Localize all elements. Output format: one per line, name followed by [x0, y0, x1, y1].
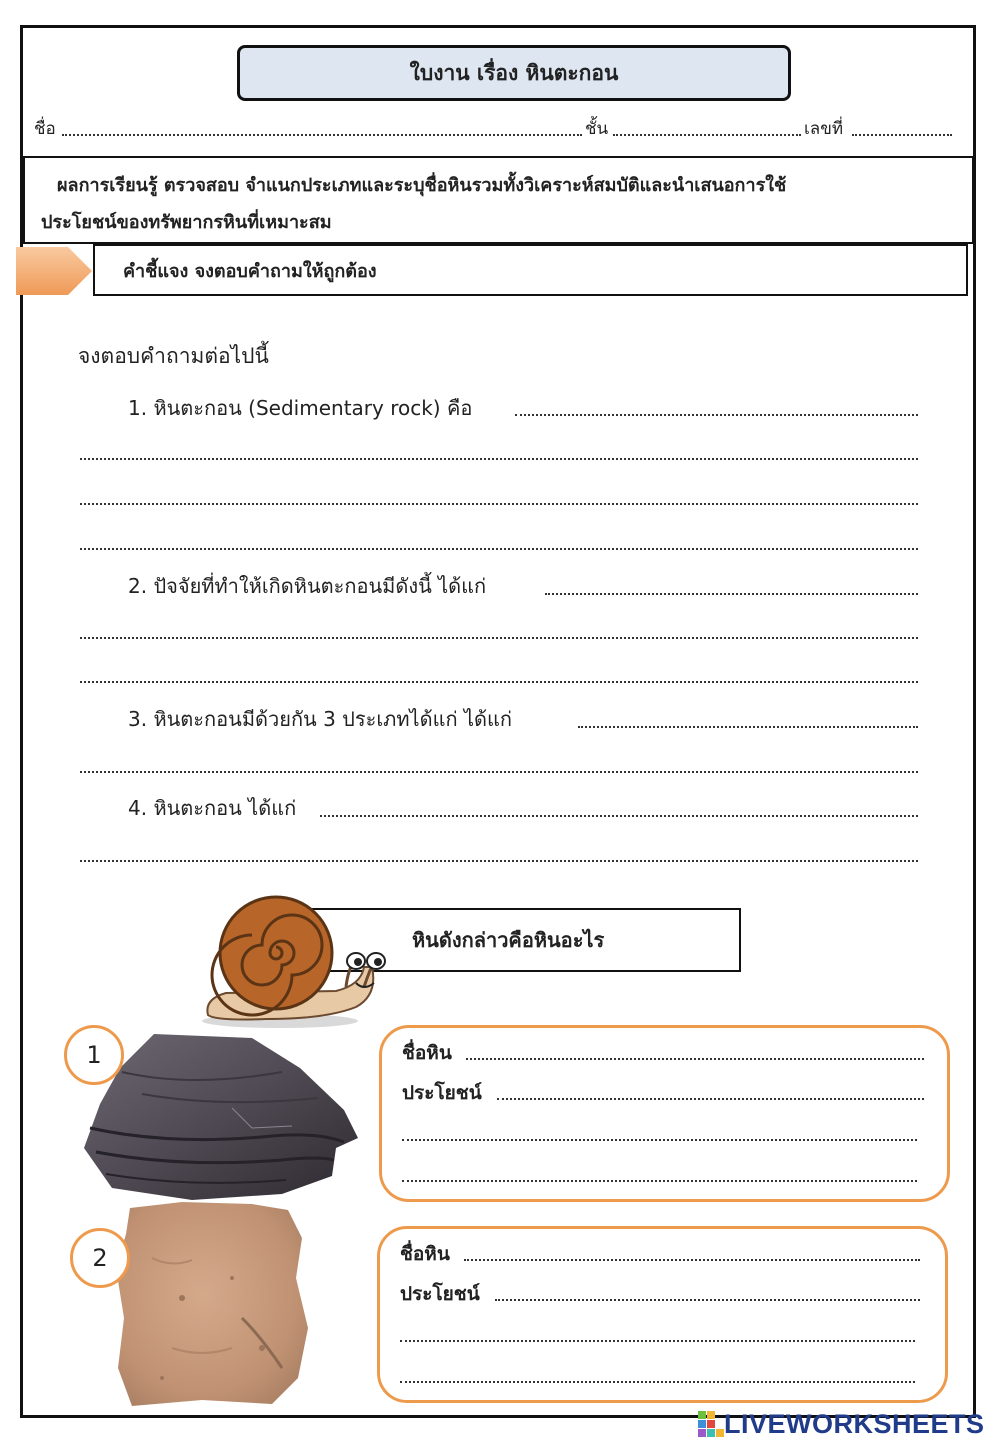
learning-outcome-line1: ผลการเรียนรู้ ตรวจสอบ จำแนกประเภทและระบุชื่อหินรวมทั้งวิเคราะห์สมบัติและนำเสนอการใช้ — [57, 175, 787, 196]
answer-line[interactable] — [545, 593, 918, 595]
question-2: 2. ปัจจัยที่ทำให้เกิดหินตะกอนมีดังนี้ ได้แก่ — [128, 570, 488, 602]
number-label: เลขที่ — [804, 119, 844, 139]
answer-line[interactable] — [578, 726, 918, 728]
rock-2-use-field[interactable] — [400, 1381, 915, 1383]
answer-line[interactable] — [80, 503, 918, 505]
rock-1-name-label: ชื่อหิน — [402, 1038, 456, 1068]
answer-line[interactable] — [80, 548, 918, 550]
name-label: ชื่อ — [34, 119, 56, 139]
class-field[interactable] — [613, 134, 801, 136]
learning-outcome-line2: ประโยชน์ของทรัพยากรหินที่เหมาะสม — [41, 212, 332, 233]
class-label: ชั้น — [585, 119, 609, 139]
liveworksheets-logo — [698, 1410, 985, 1438]
rock-2-name-label: ชื่อหิน — [400, 1239, 454, 1269]
answer-line[interactable] — [80, 458, 918, 460]
answer-line[interactable] — [80, 771, 918, 773]
questions-intro: จงตอบคำถามต่อไปนี้ — [78, 344, 269, 368]
answer-line[interactable] — [515, 414, 918, 416]
answer-line[interactable] — [80, 637, 918, 639]
rock-image-2 — [112, 1198, 312, 1408]
rock-2-name-field[interactable] — [464, 1259, 920, 1261]
answer-box-2 — [377, 1226, 948, 1403]
question-1: 1. หินตะกอน (Sedimentary rock) คือ — [128, 392, 474, 424]
rock-number-2: 2 — [70, 1228, 130, 1288]
answer-line[interactable] — [80, 860, 918, 862]
answer-box-1 — [379, 1025, 950, 1202]
rock-image-1 — [82, 1028, 362, 1203]
answer-line[interactable] — [80, 681, 918, 683]
brand-name: LIVEWORKSHEETS — [724, 1408, 985, 1439]
rock-2-use-label: ประโยชน์ — [400, 1279, 484, 1309]
question-3: 3. หินตะกอนมีด้วยกัน 3 ประเภทได้แก่ ได้แก่ — [128, 703, 514, 735]
question-4: 4. หินตะกอน ได้แก่ — [128, 792, 298, 824]
rock-1-use-field[interactable] — [402, 1139, 917, 1141]
learning-outcome — [23, 156, 974, 244]
identify-heading: หินดังกล่าวคือหินอะไร — [296, 908, 741, 972]
rock-1-use-field[interactable] — [497, 1098, 924, 1100]
instruction: คำชี้แจง จงตอบคำถามให้ถูกต้อง — [93, 244, 968, 296]
rock-1-use-field[interactable] — [402, 1180, 917, 1182]
answer-line[interactable] — [320, 815, 918, 817]
arrow-icon — [16, 245, 94, 297]
rock-1-name-field[interactable] — [466, 1058, 924, 1060]
number-field[interactable] — [852, 134, 952, 136]
logo-blocks-icon — [698, 1411, 724, 1437]
worksheet-title: ใบงาน เรื่อง หินตะกอน — [237, 45, 791, 101]
rock-2-use-field[interactable] — [400, 1340, 915, 1342]
rock-1-use-label: ประโยชน์ — [402, 1078, 486, 1108]
snail-icon — [196, 895, 396, 1035]
rock-2-use-field[interactable] — [495, 1299, 920, 1301]
rock-number-1: 1 — [64, 1025, 124, 1085]
name-field[interactable] — [62, 134, 582, 136]
